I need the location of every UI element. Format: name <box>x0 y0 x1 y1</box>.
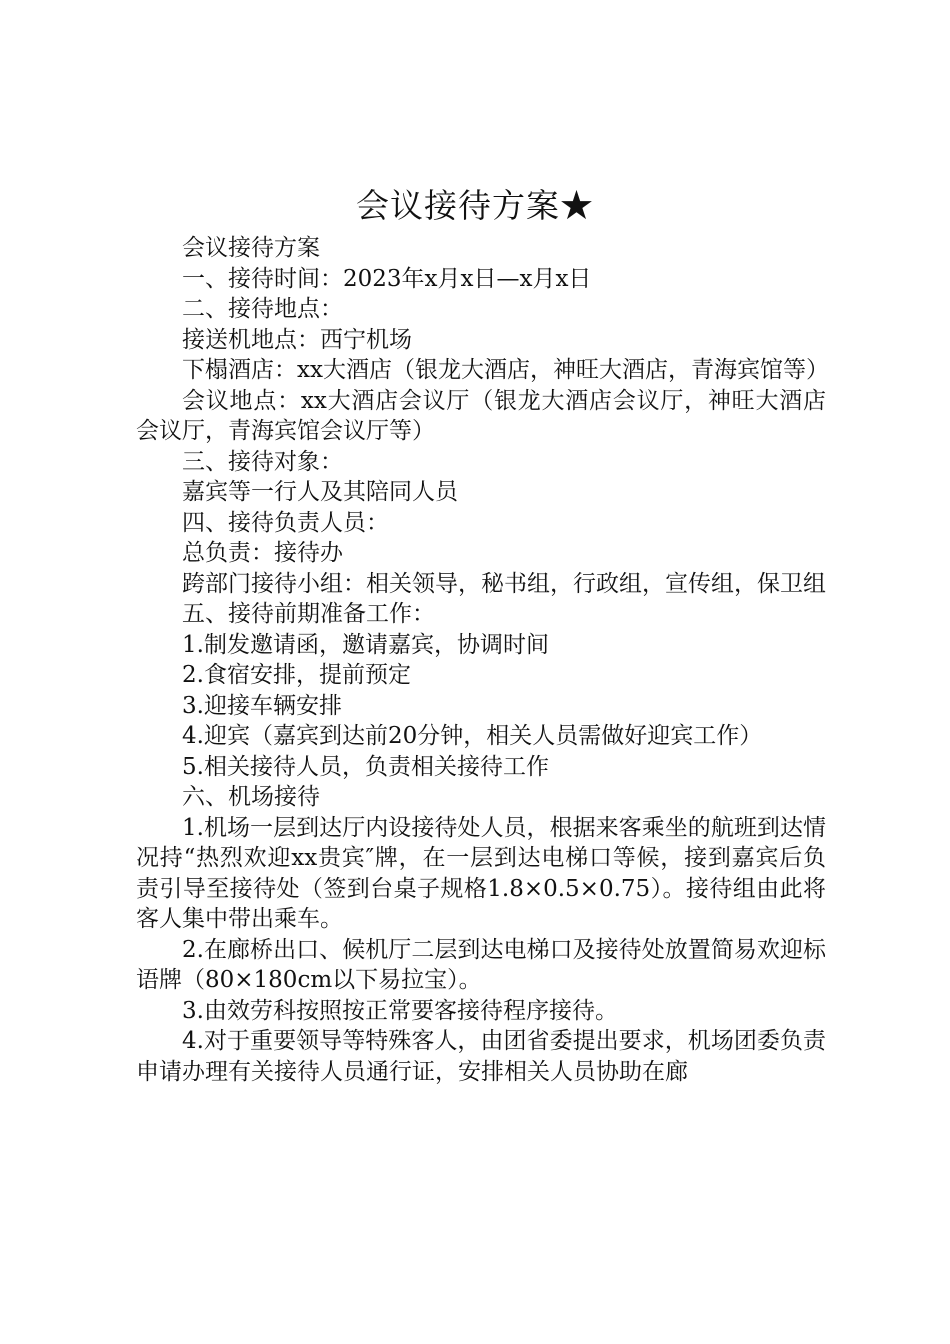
paragraph-preparation-heading: 五、接待前期准备工作： <box>182 601 435 627</box>
paragraph-prep-5: 5.相关接待人员，负责相关接待工作 <box>182 753 549 780</box>
paragraph-staff-heading: 四、接待负责人员： <box>182 509 389 536</box>
paragraph-meeting-location: 会议地点：xx大酒店会议厅（银龙大酒店会议厅，神旺大酒店会议厅，青海宾馆会议厅等） <box>136 387 826 444</box>
document-title: 会议接待方案★ <box>356 186 594 225</box>
paragraph-heading: 会议接待方案 <box>182 235 320 261</box>
paragraph-chief: 总负责：接待办 <box>182 540 343 566</box>
paragraph-prep-3: 3.迎接车辆安排 <box>182 692 342 719</box>
paragraph-prep-1: 1.制发邀请函，邀请嘉宾，协调时间 <box>182 631 549 658</box>
paragraph-airport-2: 2.在廊桥出口、候机厅二层到达电梯口及接待处放置简易欢迎标语牌（80×180cm以下易拉宝）。 <box>136 936 826 993</box>
paragraph-guests: 嘉宾等一行人及其陪同人员 <box>182 479 458 505</box>
paragraph-airport-location: 接送机地点：西宁机场 <box>182 326 412 353</box>
paragraph-reception-location-heading: 二、接待地点： <box>182 296 343 322</box>
paragraph-airport-3: 3.由效劳科按照按正常要客接待程序接待。 <box>182 997 618 1024</box>
paragraph-reception-target-heading: 三、接待对象： <box>182 448 343 475</box>
paragraph-airport-1: 1.机场一层到达厅内设接待处人员，根据来客乘坐的航班到达情况持“热烈欢迎xx贵宾″牌，在一层到达电梯口等候，接到嘉宾后负责引导至接待处（签到台桌子规格1.8×0.5×0.75）。接待组由此将客人集中带出乘车。 <box>136 814 826 932</box>
paragraph-prep-2: 2.食宿安排，提前预定 <box>182 662 411 688</box>
paragraph-airport-4: 4.对于重要领导等特殊客人，由团省委提出要求，机场团委负责申请办理有关接待人员通行证，安排相关人员协助在廊 <box>136 1028 826 1085</box>
paragraph-team: 跨部门接待小组：相关领导，秘书组，行政组，宣传组，保卫组 <box>182 570 826 597</box>
paragraph-hotel: 下榻酒店：xx大酒店（银龙大酒店，神旺大酒店，青海宾馆等） <box>182 357 829 383</box>
paragraph-prep-4: 4.迎宾（嘉宾到达前20分钟，相关人员需做好迎宾工作） <box>182 723 763 749</box>
paragraph-airport-heading: 六、机场接待 <box>182 784 320 810</box>
paragraph-reception-time: 一、接待时间：2023年x月x日—x月x日 <box>182 265 592 292</box>
document-body <box>136 233 829 1087</box>
